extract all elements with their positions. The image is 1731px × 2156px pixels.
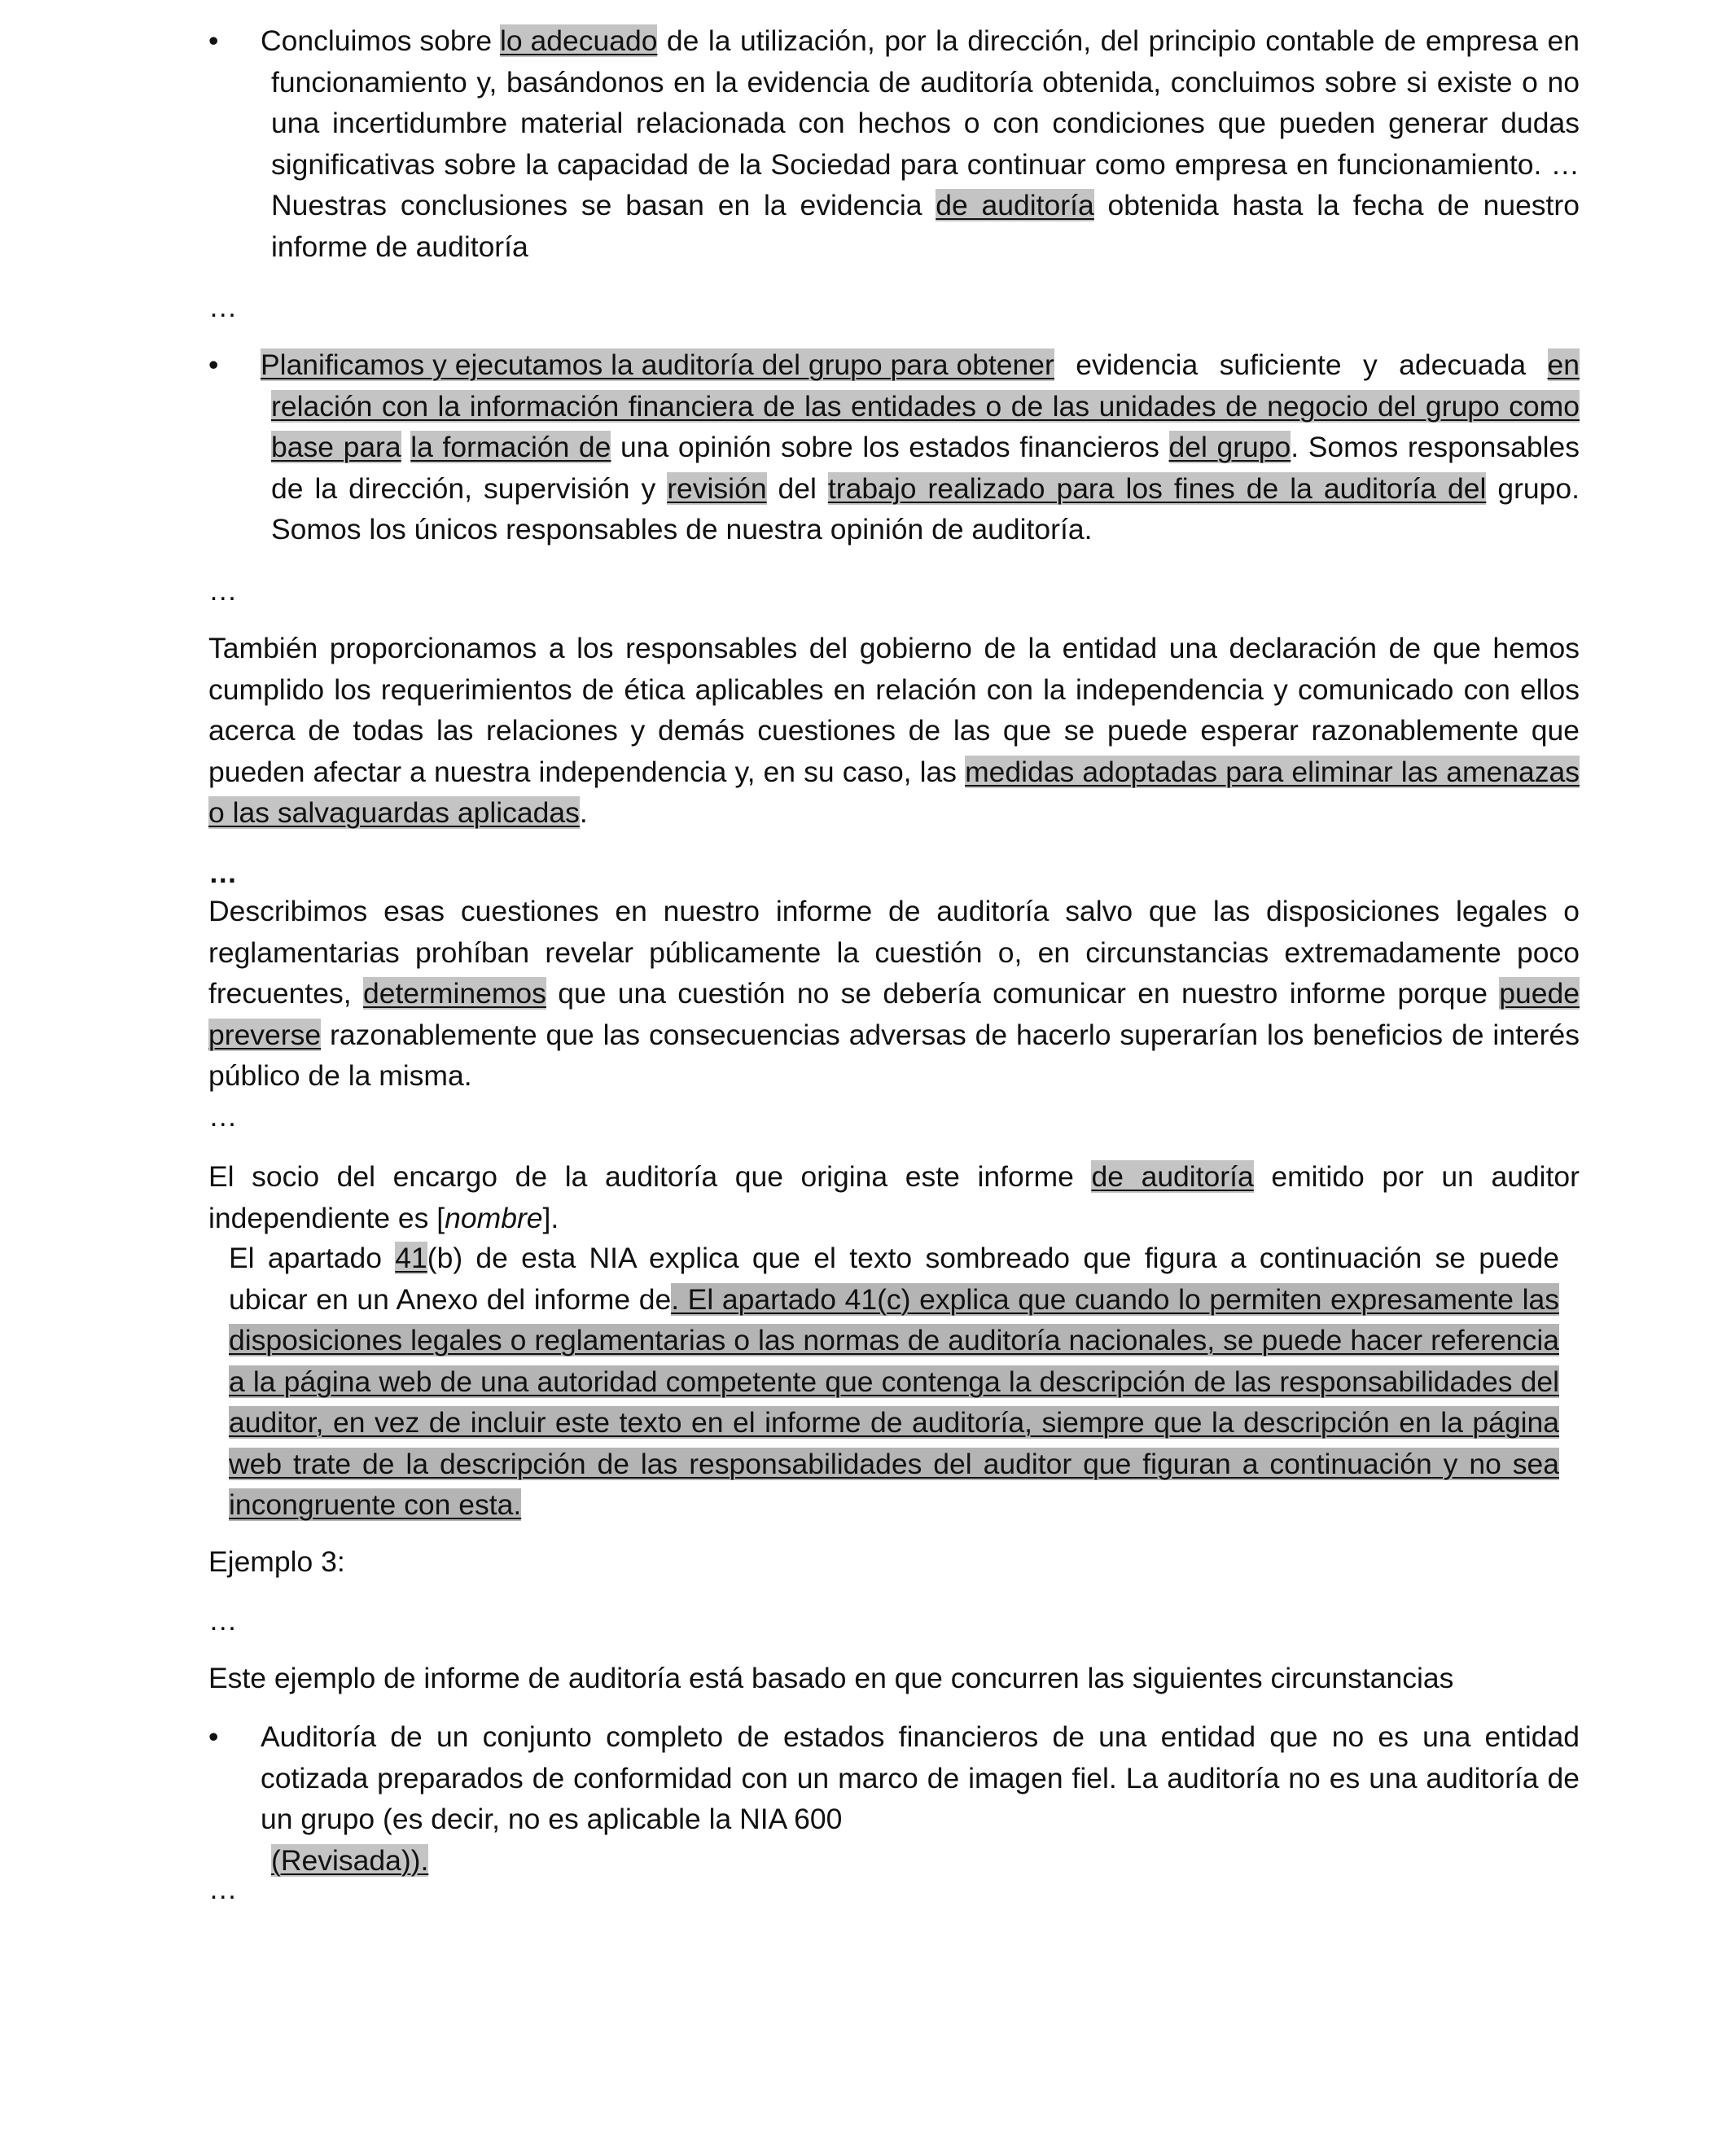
paragraph-circumstances: Este ejemplo de informe de auditoría está basado en que concurren las siguientes circunstancias: [208, 1662, 1454, 1694]
bullet-group-audit: [261, 344, 1580, 550]
paragraph-key-matters: [208, 891, 1580, 1097]
bullet1-text-e: obtenida hasta la fecha de nuestro informe de auditoría: [271, 189, 1580, 263]
bullet1-text-c: de la utilización, por la dirección, del principio contable de empresa en funcionamiento y, basándonos en la evidencia de auditoría obtenida, concluimos sobre si existe o no una incertidumbre material relacionada con hechos o con condiciones que pueden generar dudas significativas sobre la capacidad de la Sociedad para continuar como empresa en funcionamiento. … Nuestras conclusiones se basan en la evidencia: [271, 24, 1580, 221]
paragraph-engagement-partner: [208, 1156, 1580, 1238]
note-text-a: El apartado: [229, 1242, 396, 1274]
bullet1-text-a: Concluimos sobre: [261, 24, 500, 57]
bullet-going-concern: [261, 20, 1580, 267]
bullet2-text-j: del: [766, 471, 828, 505]
highlight-del-grupo: del grupo: [1168, 431, 1291, 463]
bullet2-text-f: una opinión sobre los estados financieros: [611, 431, 1169, 463]
highlight-revision: revisión: [667, 471, 767, 505]
bullet-circumstance: [261, 1716, 1580, 1881]
ellipsis-2: …: [208, 574, 238, 607]
paragraph-independence: [208, 628, 1580, 834]
bullet2-text-d: [401, 431, 411, 463]
example-heading: Ejemplo 3:: [208, 1545, 345, 1578]
para3-text-a: El socio del encargo de la auditoría que origina este informe: [208, 1160, 1092, 1193]
highlight-medidas-adoptadas: medidas adoptadas para eliminar las amenazas o las salvaguardas aplicadas: [208, 755, 1580, 829]
para2-text-c: que una cuestión no se debería comunicar en nuestro informe porque: [546, 977, 1500, 1010]
highlight-determinemos: determinemos: [362, 977, 546, 1010]
ellipsis-5: …: [208, 1604, 238, 1637]
highlight-apartado-41c: . El apartado 41(c) explica que cuando lo permiten expresamente las disposiciones legales o reglamentarias o las normas de auditoría nacionales, se puede hacer referencia a la página web de una autoridad competente que contenga la descripción de las responsabilidades del auditor, en vez de incluir este texto en el informe de auditoría, siempre que la descripción en la página web trate de la descripción de las responsabilidades del auditor que figuran a continuación y no sea incongruente con esta.: [229, 1282, 1559, 1521]
highlight-41: 41: [395, 1242, 427, 1274]
para1-text-a: También proporcionamos a los responsables del gobierno de la entidad una declaración de que hemos cumplido los requerimientos de ética aplicables en relación con la independencia y comunicado con ellos acerca de todas las relaciones y demás cuestiones de las que se puede esperar razonablemente que pueden afectar a nuestra independencia y, en su caso, las: [208, 632, 1580, 788]
highlight-la-formacion: la formación de: [410, 431, 611, 463]
bullet2-text-b: evidencia suficiente y adecuada: [1054, 348, 1548, 381]
ellipsis-6: …: [208, 1873, 238, 1905]
note-text-c: (b) de esta NIA explica que el texto sombreado que figura a continuación se puede ubicar en un Anexo del informe de: [229, 1242, 1560, 1316]
para3-text-e: ].: [542, 1201, 559, 1234]
bullet2-text-l: grupo. Somos los únicos responsables de nuestra opinión de auditoría.: [271, 471, 1580, 546]
ellipsis-3: …: [208, 857, 238, 889]
ellipsis-1: …: [208, 291, 238, 323]
para1-text-c: .: [579, 796, 588, 829]
highlight-trabajo-realizado: trabajo realizado para los fines de la auditoría del: [827, 471, 1487, 505]
highlight-planificamos: Planificamos y ejecutamos la auditoría del grupo para obtener: [261, 348, 1054, 381]
bullet2-text-h: . Somos responsables de la dirección, supervisión y: [271, 431, 1580, 505]
highlight-revisada: (Revisada)).: [271, 1843, 429, 1877]
highlight-de-auditoria-2: de auditoría: [1091, 1160, 1254, 1193]
placeholder-nombre: nombre: [445, 1201, 543, 1234]
bullet3-text-a: Auditoría de un conjunto completo de estados financieros de una entidad que no es una entidad cotizada preparados de conformidad con un marco de imagen fiel. La auditoría no es una auditoría de un grupo (es decir, no es aplicable la NIA 600: [261, 1720, 1580, 1835]
highlight-lo-adecuado: lo adecuado: [499, 24, 658, 57]
para2-text-e: razonablemente que las consecuencias adversas de hacerlo superarían los beneficios de interés público de la misma.: [208, 1018, 1580, 1092]
highlight-en-relacion: en relación con la información financiera de las entidades o de las unidades de negocio del grupo como base para: [271, 348, 1580, 463]
para2-text-a: Describimos esas cuestiones en nuestro informe de auditoría salvo que las disposiciones legales o reglamentarias prohíban revelar públicamente la cuestión o, en circunstancias extremadamente poco frecuentes,: [208, 895, 1580, 1010]
highlight-puede-preverse: puede preverse: [208, 977, 1580, 1051]
ellipsis-4: …: [208, 1100, 238, 1133]
highlight-de-auditoria: de auditoría: [936, 189, 1094, 221]
para3-text-c: emitido por un auditor independiente es [: [208, 1160, 1580, 1234]
note-appendix: [229, 1238, 1559, 1526]
